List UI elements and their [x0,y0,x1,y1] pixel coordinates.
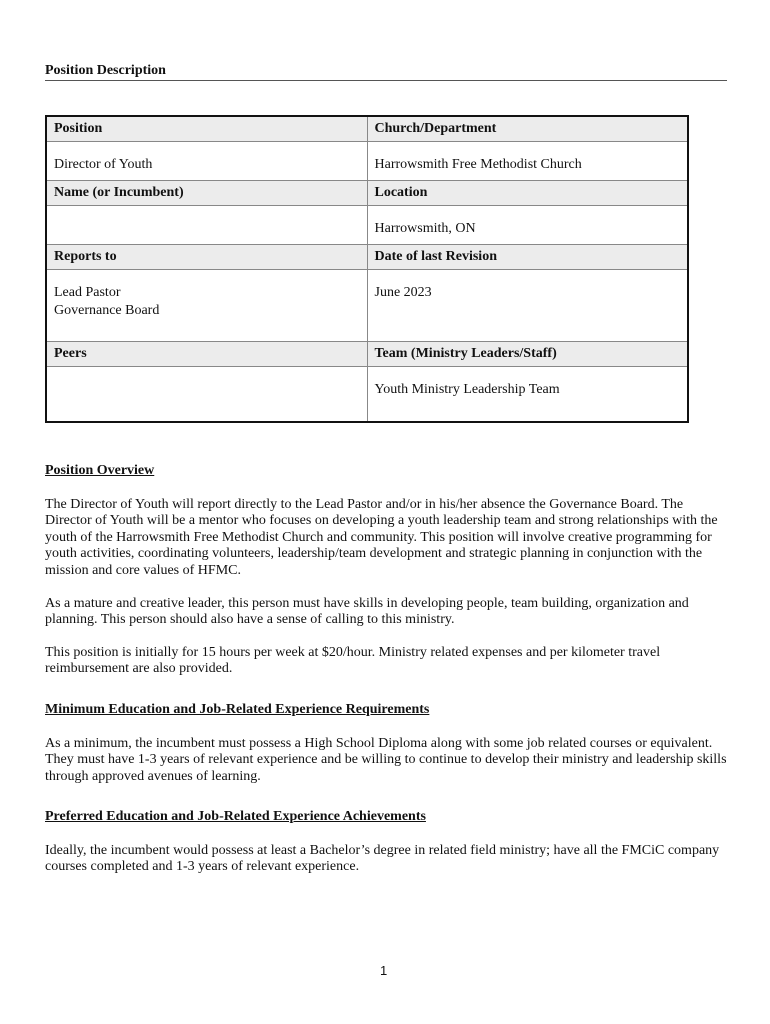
name-incumbent-header: Name (or Incumbent) [46,181,367,206]
table-value-row [46,270,688,342]
position-info-table [45,115,689,423]
reports-to-line: Governance Board [54,303,160,318]
team-value-line: Youth Ministry Leadership Team [374,382,560,397]
team-value [367,367,688,422]
team-header: Team (Ministry Leaders/Staff) [367,342,688,367]
preferred-achievements-section [45,809,727,876]
revision-date-value [367,270,688,342]
reports-to-line: Lead Pastor [54,285,121,300]
table-value-row [46,142,688,181]
title-divider [45,80,727,81]
minimum-requirements-heading: Minimum Education and Job-Related Experience Requirements [45,702,430,717]
reports-to-header: Reports to [46,245,367,270]
position-value-line: Director of Youth [54,157,153,172]
revision-date-line: June 2023 [374,285,432,300]
table-header-row [46,342,688,367]
position-value [46,142,367,181]
overview-paragraph: This position is initially for 15 hours per week at $20/hour. Ministry related expenses and per kilometer travel reimbursement are also provided. [45,644,661,677]
table-value-row [46,206,688,245]
location-value-line: Harrowsmith, ON [374,221,476,236]
peers-header: Peers [46,342,367,367]
church-department-value-line: Harrowsmith Free Methodist Church [374,157,582,172]
minimum-requirements-paragraph: As a minimum, the incumbent must possess a High School Diploma along with some job related courses or equivalent. They must have 1-3 years of relevant experience and be willing to continue to develop their ministry and leadership skills through approved avenues of learning. [45,735,727,784]
church-department-value [367,142,688,181]
document-title: Position Description [45,63,166,78]
position-header: Position [46,116,367,142]
peers-value [46,367,367,422]
overview-paragraph: The Director of Youth will report directly to the Lead Pastor and/or in his/her absence the Governance Board. The Director of Youth will be a mentor who focuses on developing a youth leadership team and strong relationships with the youth of the Harrowsmith Free Methodist Church and community. This position will involve creative programming for youth activities, coordinating volunteers, leadership/team development and strategic planning in conjunction with the mission and core values of HFMC. [45,496,718,578]
page-number: 1 [380,963,388,978]
minimum-requirements-section [45,702,727,785]
table-value-row [46,367,688,422]
preferred-achievements-paragraph: Ideally, the incumbent would possess at least a Bachelor’s degree in related field ministry; have all the FMCiC company courses completed and 1-3 years of relevant experience. [45,842,720,875]
church-department-header: Church/Department [367,116,688,142]
revision-date-header: Date of last Revision [367,245,688,270]
table-header-row [46,245,688,270]
table-header-row [46,181,688,206]
preferred-achievements-heading: Preferred Education and Job-Related Experience Achievements [45,809,426,824]
overview-heading: Position Overview [45,463,155,478]
overview-section [45,463,727,678]
table-header-row [46,116,688,142]
location-header: Location [367,181,688,206]
reports-to-value [46,270,367,342]
overview-paragraph: As a mature and creative leader, this person must have skills in developing people, team building, organization and planning. This person should also have a sense of calling to this ministry. [45,595,689,628]
name-incumbent-value [46,206,367,245]
location-value [367,206,688,245]
